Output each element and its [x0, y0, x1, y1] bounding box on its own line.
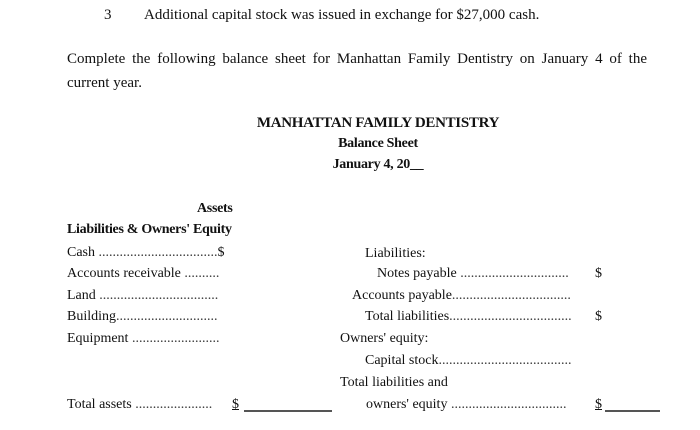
building-row — [67, 309, 218, 325]
total-assets-dollar-sign: $ — [232, 397, 239, 412]
building-leader: ............................. — [116, 309, 218, 324]
total-liabilities-dollar-sign: $ — [595, 309, 602, 324]
accounts-payable-label: Accounts payable — [352, 288, 452, 303]
notes-payable-label: Notes payable — [377, 266, 457, 281]
total-assets-label: Total assets — [67, 397, 132, 412]
total-liabilities-equity-row — [366, 397, 566, 413]
land-row — [67, 288, 218, 304]
total-liabilities-equity-dollar-sign: $ — [595, 397, 602, 412]
owners-equity-header: Owners' equity: — [340, 331, 429, 346]
accounts-payable-leader: .................................. — [451, 288, 571, 303]
equipment-label: Equipment — [67, 331, 129, 346]
equipment-leader: ......................... — [128, 331, 220, 346]
land-leader: .................................. — [95, 288, 219, 303]
total-liabilities-label: Total liabilities — [365, 309, 450, 324]
liabilities-equity-header: Liabilities & Owners' Equity — [67, 222, 232, 237]
cash-label: Cash — [67, 245, 95, 260]
item-number: 3 — [104, 7, 112, 23]
cash-row — [67, 245, 225, 261]
item-text: Additional capital stock was issued in exchange for $27,000 cash. — [144, 7, 540, 23]
total-liabilities-row — [365, 309, 572, 325]
total-liabilities-leader: ................................... — [449, 309, 572, 324]
cash-dollar-sign: $ — [217, 245, 225, 260]
total-assets-leader: ...................... — [131, 397, 213, 412]
instructions-text: Complete the following balance sheet for Manhattan Family Dentistry on January 4 of the current year. — [67, 51, 647, 91]
equipment-row — [67, 331, 219, 347]
total-liabilities-equity-line1: Total liabilities and — [340, 375, 448, 390]
owners-equity-label: owners' equity — [366, 397, 448, 412]
accounts-receivable-label: Accounts receivable — [67, 266, 181, 281]
statement-date: January 4, 20__ — [332, 157, 424, 172]
assets-header: Assets — [197, 201, 233, 216]
accounts-receivable-row — [67, 266, 219, 282]
total-liabilities-equity-answer-line[interactable] — [605, 410, 660, 412]
building-label: Building — [67, 309, 117, 324]
land-label: Land — [67, 288, 96, 303]
total-assets-answer-line[interactable] — [244, 410, 332, 412]
cash-leader: .................................. — [95, 245, 218, 260]
company-name: MANHATTAN FAMILY DENTISTRY — [256, 115, 500, 131]
accounts-receivable-leader: .......... — [180, 266, 220, 281]
capital-stock-row — [365, 353, 572, 369]
owners-equity-leader: ................................. — [447, 397, 567, 412]
notes-payable-dollar-sign: $ — [595, 266, 602, 281]
liabilities-header: Liabilities: — [365, 246, 426, 261]
accounts-payable-row — [352, 288, 571, 304]
total-assets-row — [67, 397, 212, 413]
notes-payable-leader: ............................... — [456, 266, 569, 281]
statement-title: Balance Sheet — [338, 136, 418, 151]
capital-stock-leader: ...................................... — [438, 353, 572, 368]
capital-stock-label: Capital stock — [365, 353, 439, 368]
notes-payable-row — [377, 266, 569, 282]
